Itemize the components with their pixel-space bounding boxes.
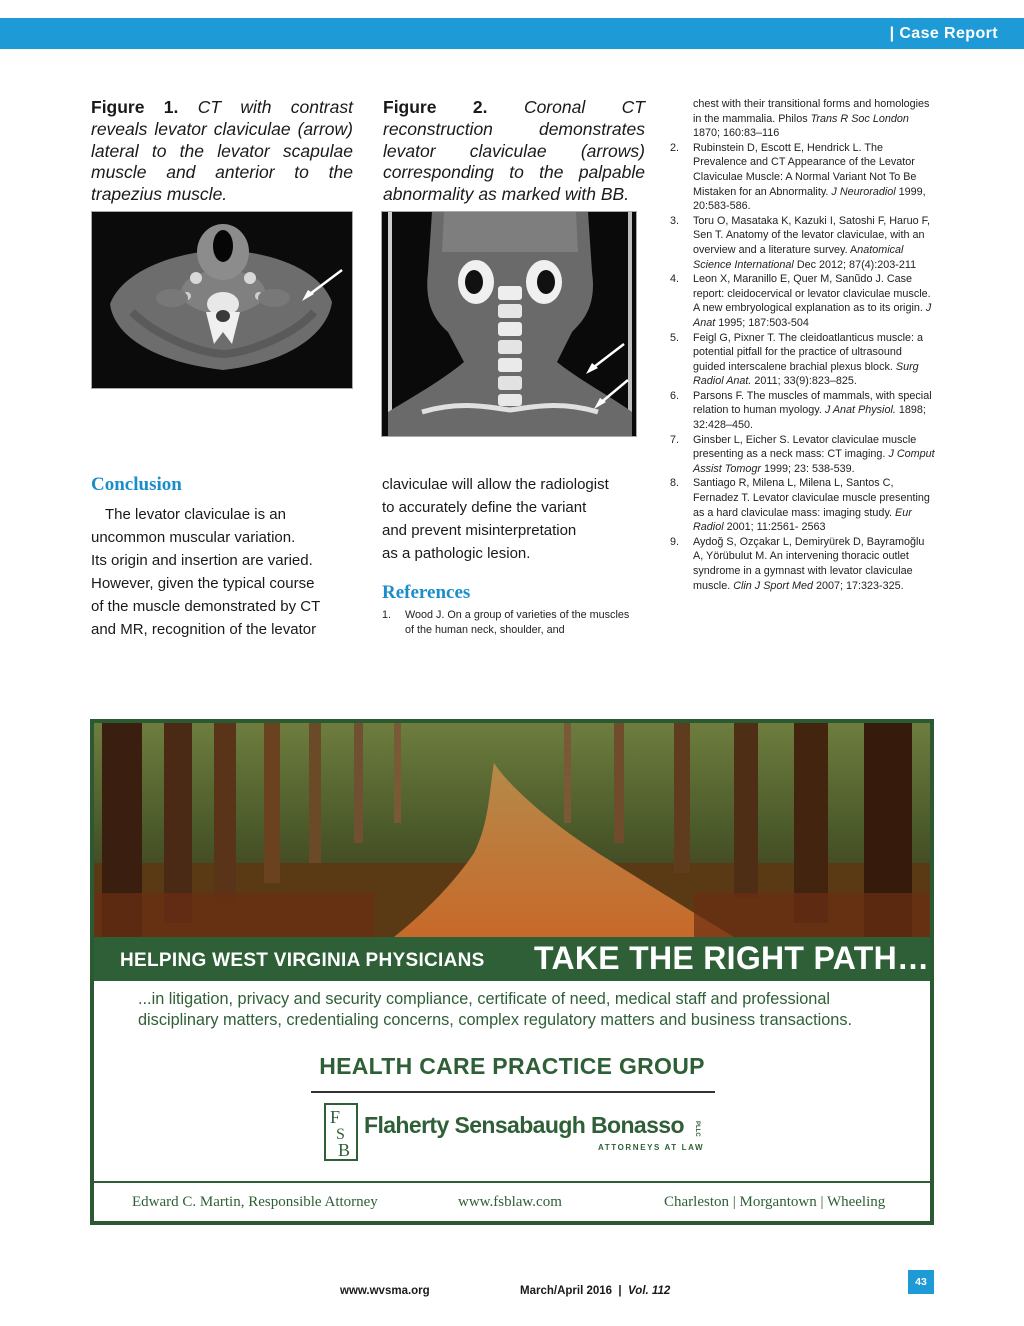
references-col3 — [670, 97, 936, 593]
law-firm-advertisement — [90, 719, 934, 1225]
forest-path-photo — [94, 723, 930, 937]
firm-subtitle: ATTORNEYS AT LAW — [598, 1143, 705, 1152]
footer-issue: March/April 2016 | Vol. 112 — [520, 1285, 671, 1297]
reference-continuation: chest with their transitional forms and homologies in the mammalia. Philos Trans R Soc London 1870; 160:83–116 — [693, 98, 930, 140]
fsb-logo-icon — [324, 1103, 358, 1161]
section-header-bar — [0, 18, 1024, 49]
text-line: of the muscle demonstrated by CT — [91, 598, 321, 615]
firm-locations: Charleston | Morgantown | Wheeling — [664, 1194, 886, 1210]
reference-item: 9. Aydoğ S, Ozçakar L, Demiryürek D, Bayramoğlu A, Yörübulut M. An intervening thoracic outlet syndrome in a gymnast with levator claviculae muscle. Clin J Sport Med 2007; 17:323-325. — [670, 535, 925, 592]
text-line: and MR, recognition of the levator — [91, 621, 317, 638]
section-label: | Case Report — [889, 25, 998, 42]
practice-group-title: HEALTH CARE PRACTICE GROUP — [319, 1053, 705, 1079]
reference-item: 8. Santiago R, Milena L, Milena L, Santos C, Fernadez T. Levator claviculae muscle presenting as a hard claviculae mass: imaging study. Eur Radiol 2001; 11:2561- 2563 — [670, 477, 930, 534]
svg-text:S: S — [336, 1126, 345, 1143]
figure-2-ct-image — [381, 211, 637, 437]
ad-lead-text: ...in litigation, privacy and security compliance, certificate of need, medical staff and professional disciplinary matters, credentialing concerns, complex regulatory matters and business transactions. — [138, 990, 852, 1029]
references-col2 — [382, 608, 632, 637]
text-line: However, given the typical course — [91, 575, 315, 592]
conclusion-col2 — [382, 473, 642, 565]
figure-2-caption — [383, 97, 645, 206]
firm-pllc: PLLC — [694, 1121, 700, 1137]
text-line: to accurately define the variant — [382, 499, 587, 516]
figure-1-label: Figure 1. — [91, 97, 179, 117]
ad-banner — [94, 937, 930, 981]
text-line: claviculae will allow the radiologist — [382, 476, 609, 493]
page-number: 43 — [908, 1270, 934, 1294]
reference-item: 7. Ginsber L, Eicher S. Levator claviculae muscle presenting as a neck mass: CT imaging. J Comput Assist Tomogr 1999; 23: 538-539. — [670, 433, 935, 475]
figure-2-text: Coronal CT reconstruction demonstrates levator claviculae (arrows) corresponding to the palpable abnormality as marked with BB. — [383, 97, 645, 205]
reference-item: 1. Wood J. On a group of varieties of the muscles of the human neck, shoulder, and — [382, 609, 630, 636]
banner-headline: TAKE THE RIGHT PATH… — [534, 940, 930, 976]
figure-2-label: Figure 2. — [383, 97, 488, 117]
reference-item: 4. Leon X, Maranillo E, Quer M, Sanũdo J. Case report: cleidocervical or levator claviculae muscle. A new embryological explanation as to its origin. J Anat 1995; 187:503-504 — [670, 273, 932, 329]
figure-1-text: CT with contrast reveals levator claviculae (arrow) lateral to the levator scapulae muscle and anterior to the trapezius muscle. — [91, 97, 353, 205]
text-line: as a pathologic lesion. — [382, 545, 531, 562]
conclusion-col1 — [91, 503, 351, 641]
banner-tagline: HELPING WEST VIRGINIA PHYSICIANS — [120, 950, 485, 971]
firm-name: Flaherty Sensabaugh Bonasso — [364, 1112, 684, 1138]
text-line: and prevent misinterpretation — [382, 522, 577, 539]
text-line: The levator claviculae is an — [105, 506, 286, 523]
divider — [311, 1091, 715, 1093]
svg-text:B: B — [338, 1140, 351, 1160]
reference-item: 2. Rubinstein D, Escott E, Hendrick L. The Prevalence and CT Appearance of the Levator Claviculae Muscle: A Normal Variant Not To Be Mistaken for an Abnormality. J Neuroradiol 1999, 20:583-586. — [670, 141, 926, 213]
text-line: uncommon muscular variation. — [91, 529, 296, 546]
figure-1-caption — [91, 97, 353, 206]
conclusion-heading: Conclusion — [91, 474, 182, 495]
svg-text:F: F — [330, 1107, 341, 1127]
responsible-attorney: Edward C. Martin, Responsible Attorney — [132, 1194, 378, 1210]
text-line: Its origin and insertion are varied. — [91, 552, 313, 569]
reference-item: 5. Feigl G, Pixner T. The cleidoatlanticus muscle: a potential pitfall for the practice of ultrasound guided interscalene brachial plexus block. Surg Radiol Anat. 2011; 33(9):823–825. — [670, 331, 924, 388]
references-heading: References — [382, 582, 471, 603]
divider — [94, 1181, 930, 1183]
footer-website-link[interactable]: www.wvsma.org — [340, 1285, 430, 1297]
reference-item: 3. Toru O, Masataka K, Kazuki I, Satoshi F, Haruo F, Sen T. Anatomy of the levator claviculae, with an overview and a literature survey. Anatomical Science International Dec 2012; 87(4):203-211 — [670, 214, 931, 271]
reference-item: 6. Parsons F. The muscles of mammals, with special relation to human myology. J Anat Physiol. 1898; 32:428–450. — [670, 389, 932, 432]
figure-1-ct-image — [91, 211, 353, 389]
firm-website-link[interactable]: www.fsblaw.com — [458, 1194, 562, 1210]
